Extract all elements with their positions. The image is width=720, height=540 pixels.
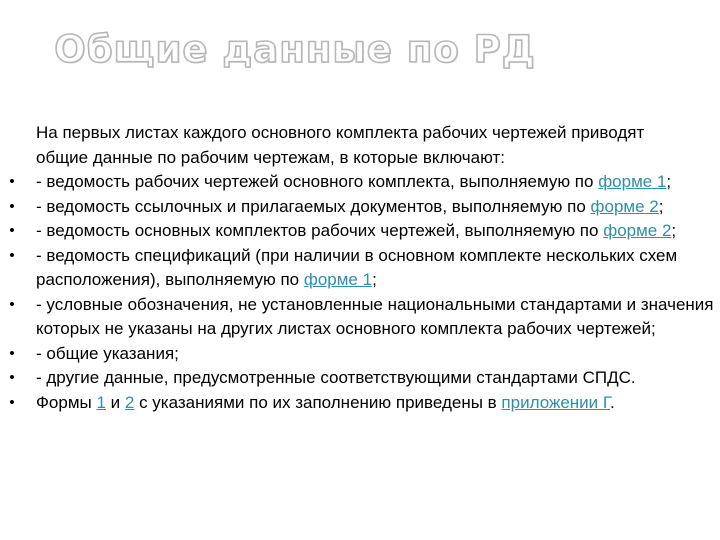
item-text: и xyxy=(105,392,125,412)
item-text: ; xyxy=(658,196,664,216)
bullet-icon: • xyxy=(9,197,15,215)
bullet-icon: • xyxy=(9,393,15,411)
form-2-link[interactable]: форме 2 xyxy=(603,221,672,240)
item-text: ; xyxy=(372,270,377,289)
list-item-form1-sheets xyxy=(0,170,714,195)
item-text: ; xyxy=(666,172,672,191)
form-1-link[interactable]: форме 1 xyxy=(303,270,373,289)
item-text: - ведомость спецификаций (при наличии в основном комплекте нескольких схем расположения), выполняемую по xyxy=(36,245,678,289)
bullet-icon: • xyxy=(9,369,15,386)
slide-title: Общие данные по РД xyxy=(54,28,536,71)
item-text: . xyxy=(610,392,615,412)
appendix-g-link[interactable]: приложении Г xyxy=(501,392,611,412)
item-text: - условные обозначения, не установленные национальными стандартами и значения которых не указаны на других листах основного комплекта рабочих чертежей; xyxy=(36,294,714,338)
list-item-other-data xyxy=(0,366,714,391)
bullet-icon: • xyxy=(9,222,15,239)
bullet-icon: • xyxy=(9,173,15,190)
item-text: ; xyxy=(671,221,677,240)
item-text: Формы xyxy=(36,392,97,412)
form-2-link[interactable]: форме 2 xyxy=(590,196,659,216)
bullet-icon: • xyxy=(9,344,15,362)
item-text: - ведомость основных комплектов рабочих чертежей, выполняемую по xyxy=(36,221,604,240)
intro-paragraph: На первых листах каждого основного комплекта рабочих чертежей приводят общие данные по рабочим чертежам, в которые включают: xyxy=(36,123,645,167)
list-item-symbols xyxy=(0,293,714,342)
item-text: - другие данные, предусмотренные соответствующими стандартами СПДС. xyxy=(36,368,636,387)
bullet-list xyxy=(0,170,720,415)
item-text: - ведомость рабочих чертежей основного комплекта, выполняемую по xyxy=(36,172,599,191)
bullet-icon: • xyxy=(9,295,15,313)
list-item-reference-docs xyxy=(0,195,714,220)
list-item-specifications xyxy=(0,244,714,293)
bullet-icon: • xyxy=(9,246,15,264)
item-text: - ведомость ссылочных и прилагаемых документов, выполняемую по xyxy=(36,196,591,216)
list-item-main-sets xyxy=(0,219,714,244)
list-item-general-notes xyxy=(0,342,714,367)
form-1-link[interactable]: 1 xyxy=(96,392,106,412)
item-text: с указаниями по их заполнению приведены в xyxy=(134,392,502,412)
item-text: - общие указания; xyxy=(36,343,179,363)
list-item-forms-note xyxy=(0,391,714,416)
form-2-link[interactable]: 2 xyxy=(124,392,135,412)
form-1-link[interactable]: форме 1 xyxy=(598,172,667,191)
